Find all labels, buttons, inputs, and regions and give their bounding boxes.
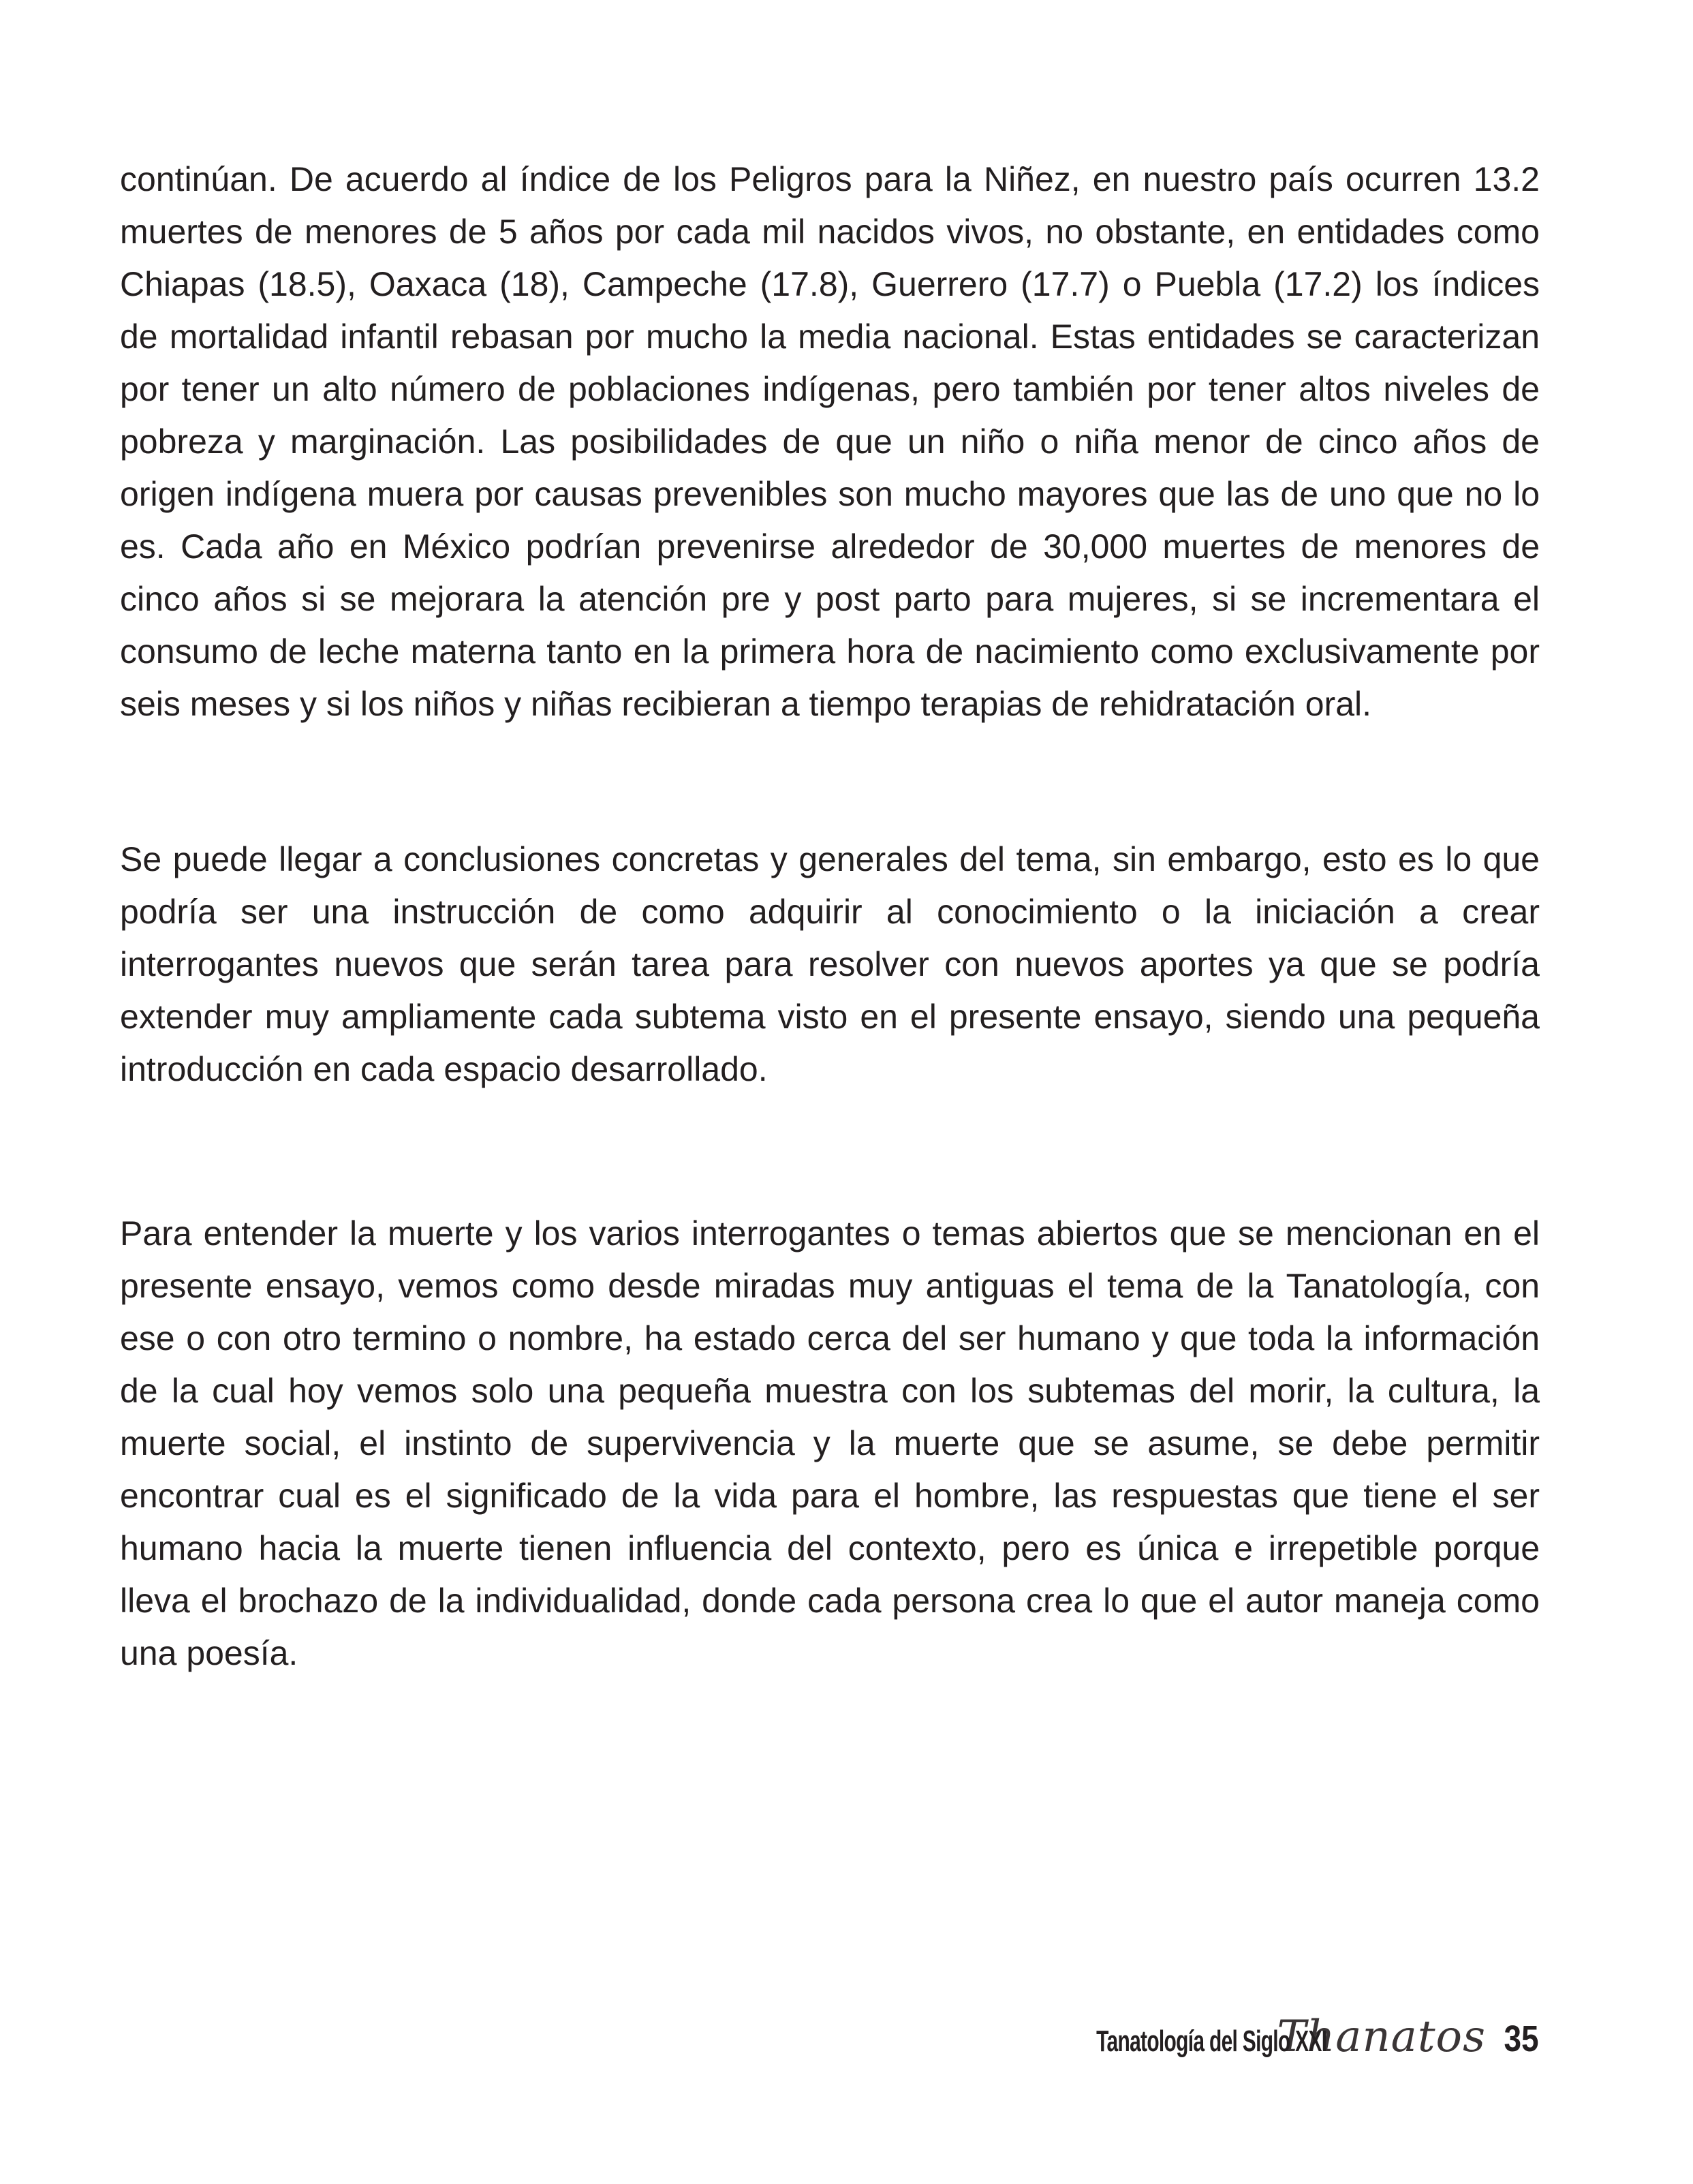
body-paragraph-1: continúan. De acuerdo al índice de los Peligros para la Niñez, en nuestro país ocurren 13.2 muertes de menores de 5 años por cada mil nacidos vivos, no obstante, en entidades como Chiapas (18.5), Oaxaca (18), Campeche (17.8), Guerrero (17.7) o Puebla (17.2) los índices de mortalidad infantil rebasan por mucho la media nacional. Estas entidades se caracterizan por tener un alto número de poblaciones indígenas, pero también por tener altos niveles de pobreza y marginación. Las posibilidades de que un niño o niña menor de cinco años de origen indígena muera por causas prevenibles son mucho mayores que las de uno que no lo es. Cada año en México podrían prevenirse alrededor de 30,000 muertes de menores de cinco años si se mejorara la atención pre y post parto para mujeres, si se incrementara el consumo de leche materna tanto en la primera hora de nacimiento como exclusivamente por seis meses y si los niños y niñas recibieran a tiempo terapias de rehidratación oral. bbox=[120, 160, 1540, 723]
footer-thanatos-logo: Thanatos bbox=[1277, 2012, 1486, 2062]
body-paragraph-3: Para entender la muerte y los varios interrogantes o temas abiertos que se mencionan en el presente ensayo, vemos como desde miradas muy antiguas el tema de la Tanatología, con ese o con otro termino o nombre, ha estado cerca del ser humano y que toda la información de la cual hoy vemos solo una pequeña muestra con los subtemas del morir, la cultura, la muerte social, el instinto de supervivencia y la muerte que se asume, se debe permitir encontrar cual es el significado de la vida para el hombre, las respuestas que tiene el ser humano hacia la muerte tienen influencia del contexto, pero es única e irrepetible porque lleva el brochazo de la individualidad, donde cada persona crea lo que el autor maneja como una poesía. bbox=[120, 1214, 1540, 1672]
footer-publication-title: Tanatología del Siglo XXI bbox=[1096, 2025, 1327, 2058]
page-footer bbox=[988, 2012, 1542, 2066]
page-number: 35 bbox=[1504, 2018, 1539, 2059]
body-paragraph-2: Se puede llegar a conclusiones concretas y generales del tema, sin embargo, esto es lo que podría ser una instrucción de como adquirir al conocimiento o la iniciación a crear interrogantes nuevos que serán tarea para resolver con nuevos aportes ya que se podría extender muy ampliamente cada subtema visto en el presente ensayo, siendo una pequeña introducción en cada espacio desarrollado. bbox=[120, 840, 1540, 1088]
